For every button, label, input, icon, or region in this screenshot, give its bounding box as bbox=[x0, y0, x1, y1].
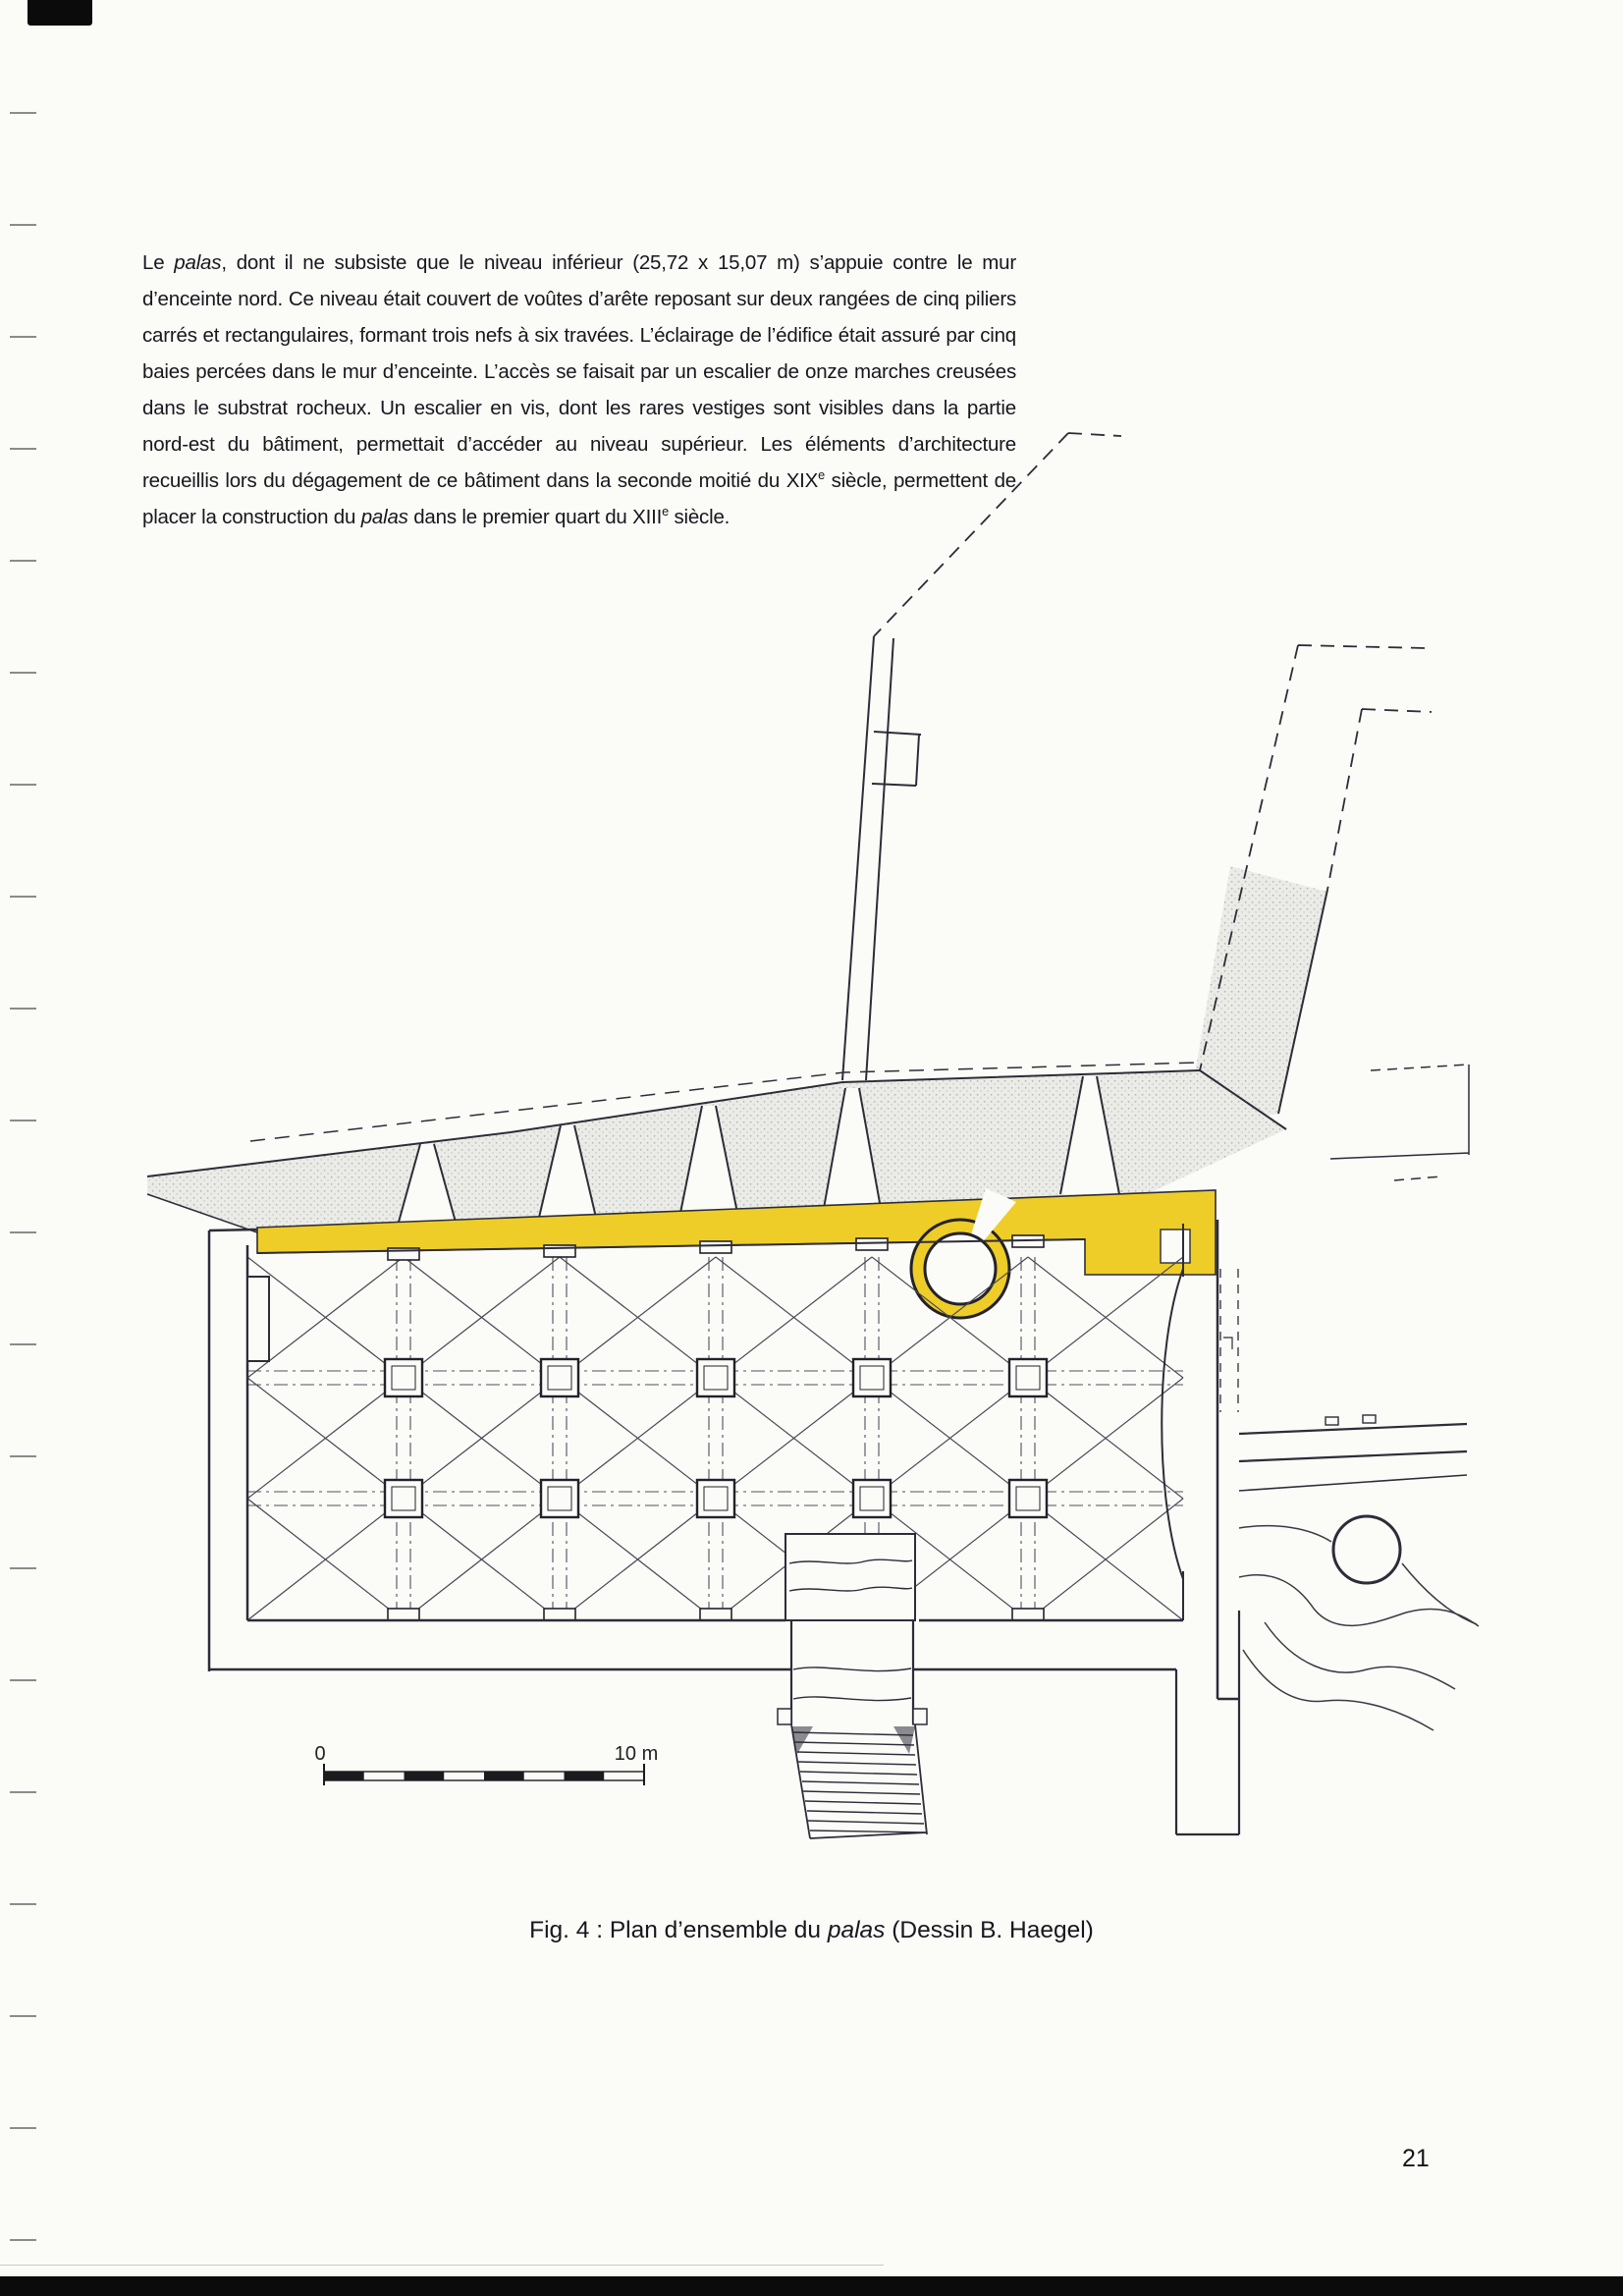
well-circle bbox=[1333, 1516, 1400, 1583]
scale-ten-label: 10 m bbox=[614, 1743, 659, 1765]
east-exterior bbox=[1239, 1415, 1479, 1730]
scale-zero-label: 0 bbox=[314, 1743, 326, 1765]
scale-bar bbox=[314, 1743, 658, 1785]
building-walls bbox=[209, 1220, 1239, 1834]
body-paragraph: Le palas, dont il ne subsiste que le niveau inférieur (25,72 x 15,07 m) s’appuie contre le mur d’enceinte nord. Ce niveau était couvert de voûtes d’arête reposant sur deux rangées de cinq piliers carrés et rectangulaires, formant trois nefs à six travées. L’éclairage de l’édifice était assuré par cinq baies percées dans le mur d’enceinte. L’accès se faisait par un escalier de onze marches creusées dans le substrat rocheux. Un escalier en vis, dont les rares vestiges sont visibles dans la partie nord-est du bâtiment, permettait d’accéder au niveau supérieur. Les éléments d’architecture recueillis lors du dégagement de ce bâtiment dans la seconde moitié du XIXe siècle, permettent de placer la construction du palas dans le premier quart du XIIIe siècle. bbox=[142, 250, 1017, 528]
upper-wall-northeast bbox=[842, 433, 1469, 1180]
page-number: 21 bbox=[1402, 2145, 1430, 2172]
vault-bays bbox=[247, 1257, 1183, 1620]
entrance-staircase bbox=[778, 1534, 927, 1838]
figure-caption: Fig. 4 : Plan d’ensemble du palas (Dessin B. Haegel) bbox=[529, 1917, 1094, 1943]
